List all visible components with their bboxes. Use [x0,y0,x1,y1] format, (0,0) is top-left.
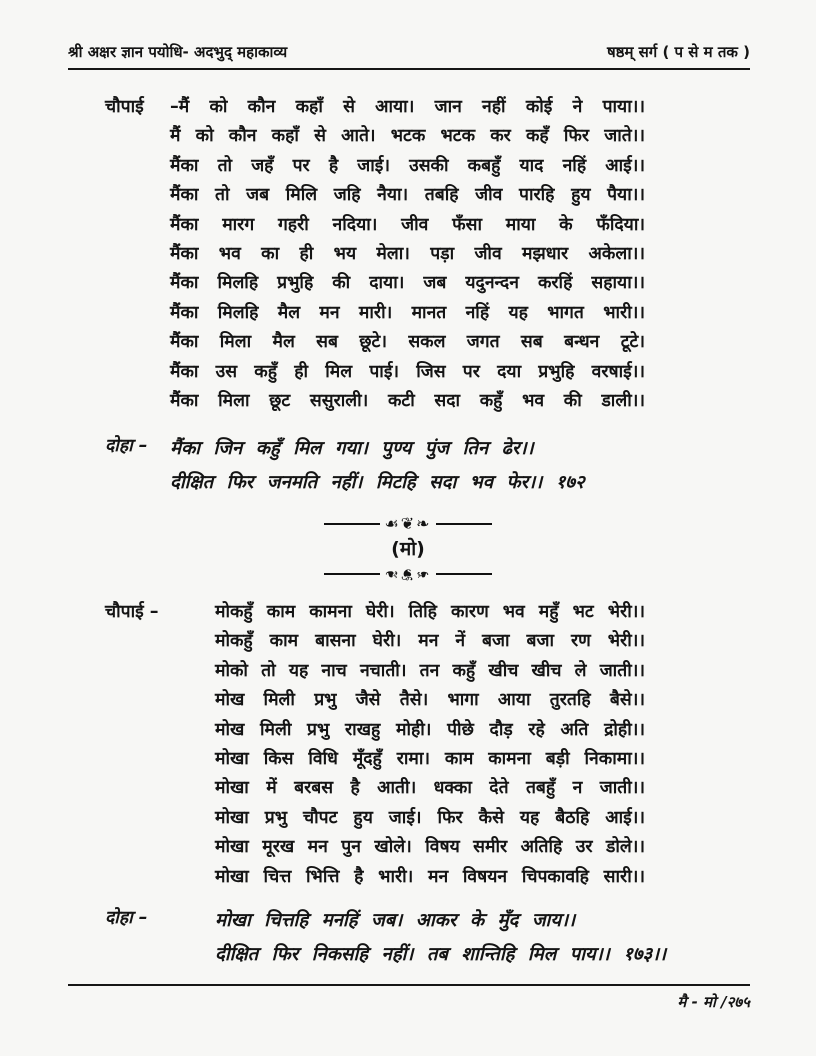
verse-line: मैंका तो जब मिलि जहि नैया। तबहि जीव पारहि हुय पैया।। [170,185,645,206]
divider-bottom-flourish [0,562,816,586]
chaupai-2-label: चौपाई – [105,602,159,622]
verse-line: मैंका जिन कहुँ मिल गया। पुण्य पुंज तिन ढेर।। [170,438,534,459]
divider-rule-right [436,523,492,525]
divider-section-title: (मो) [391,538,425,560]
footer-rule [68,984,750,986]
verse-line: मोखा किस विधि मूँदहुँ रामा। काम कामना बड़ी निकामा।। [215,749,645,770]
verse-line: मैंका मिला छूट ससुराली। कटी सदा कहुँ भव की डाली।। [170,391,645,412]
verse-line: मोको तो यह नाच नचाती। तन कहुँ खीच खीच ले जाती।। [215,660,645,681]
verse-line: मैंका मिला मैल सब छूटे। सकल जगत सब बन्धन टूटे। [170,332,645,353]
verse-line: मोखा चित्त भित्ति है भारी। मन विषयन चिपकावहि सारी।। [215,866,645,887]
verse-line: मोखा प्रभु चौपट हुय जाई। फिर कैसे यह बैठहि आई।। [215,807,645,828]
verse-line: मैंका मिलहि प्रभुहि की दाया। जब यदुनन्दन करहिं सहाया।। [170,273,645,294]
chaupai-1-label: चौपाई [105,97,144,117]
section-divider [0,512,816,586]
page-number: मै - मो /२७५ [677,993,750,1011]
verse-line: मोख मिली प्रभु जैसे तैसे। भागा आया तुरतहि बैसे।। [215,690,645,711]
floral-ornament-icon: ☙❦❧ [384,565,432,584]
chaupai-section-2 [105,598,645,892]
verse-line: मोकहुँ काम बासना घेरी। मन नें बजा बजा रण भेरी।। [215,631,645,652]
header-left-title: श्री अक्षर ज्ञान पयोधि- अदभुद् महाकाव्य [68,43,288,61]
page-header [68,42,750,70]
verse-line: मोकहुँ काम कामना घेरी। तिहि कारण भव महुँ भट भेरी।। [215,602,645,622]
divider-rule-right [436,573,492,575]
verse-line: मैंका भव का ही भय मेला। पड़ा जीव मझधार अकेला।। [170,244,645,265]
verse-line: मैंका उस कहुँ ही मिल पाई। जिस पर दया प्रभुहि वरषाई।। [170,361,645,382]
verse-line: मोखा में बरबस है आती। धक्का देते तबहुँ न जाती।। [215,778,645,799]
doha-section-2 [105,904,667,972]
chaupai-section-1 [105,93,645,416]
verse-line: मैंका तो जहँ पर है जाई। उसकी कबहुँ याद नहिं आई।। [170,155,645,176]
verse-line: मोख मिली प्रभु राखहु मोही। पीछे दौड़ रहे अति द्रोही।। [215,719,645,740]
divider-rule-left [324,573,380,575]
verse-line: दीक्षित फिर जनमति नहीं। मिटहि सदा भव फेर।। १७२ [170,472,585,493]
doha-2-label: दोहा – [105,908,148,928]
divider-top-flourish [0,512,816,536]
verse-line: मैंका मारग गहरी नदिया। जीव फँसा माया के फँदिया। [170,214,645,235]
verse-line: मैंका मिलहि मैल मन मारी। मानत नहिं यह भागत भारी।। [170,302,645,323]
doha-section-1 [105,432,645,500]
header-right-title: षष्ठम् सर्ग ( प से म तक ) [606,43,750,61]
floral-ornament-icon: ☙❦❧ [384,514,432,533]
verse-line: मैं को कौन कहाँ से आते। भटक भटक कर कहँ फिर जाते।। [170,126,645,147]
divider-rule-left [324,523,380,525]
verse-line: मोखा चित्तहि मनहिं जब। आकर के मुँद जाय।। [215,910,576,931]
doha-1-label: दोहा – [105,436,148,456]
verse-line: –मैं को कौन कहाँ से आया। जान नहीं कोई ने पाया।। [170,97,645,117]
verse-line: दीक्षित फिर निकसहि नहीं। तब शान्तिहि मिल पाय।। १७३।। [215,944,667,965]
verse-line: मोखा मूरख मन पुन खोले। विषय समीर अतिहि उर डोले।। [215,837,645,858]
